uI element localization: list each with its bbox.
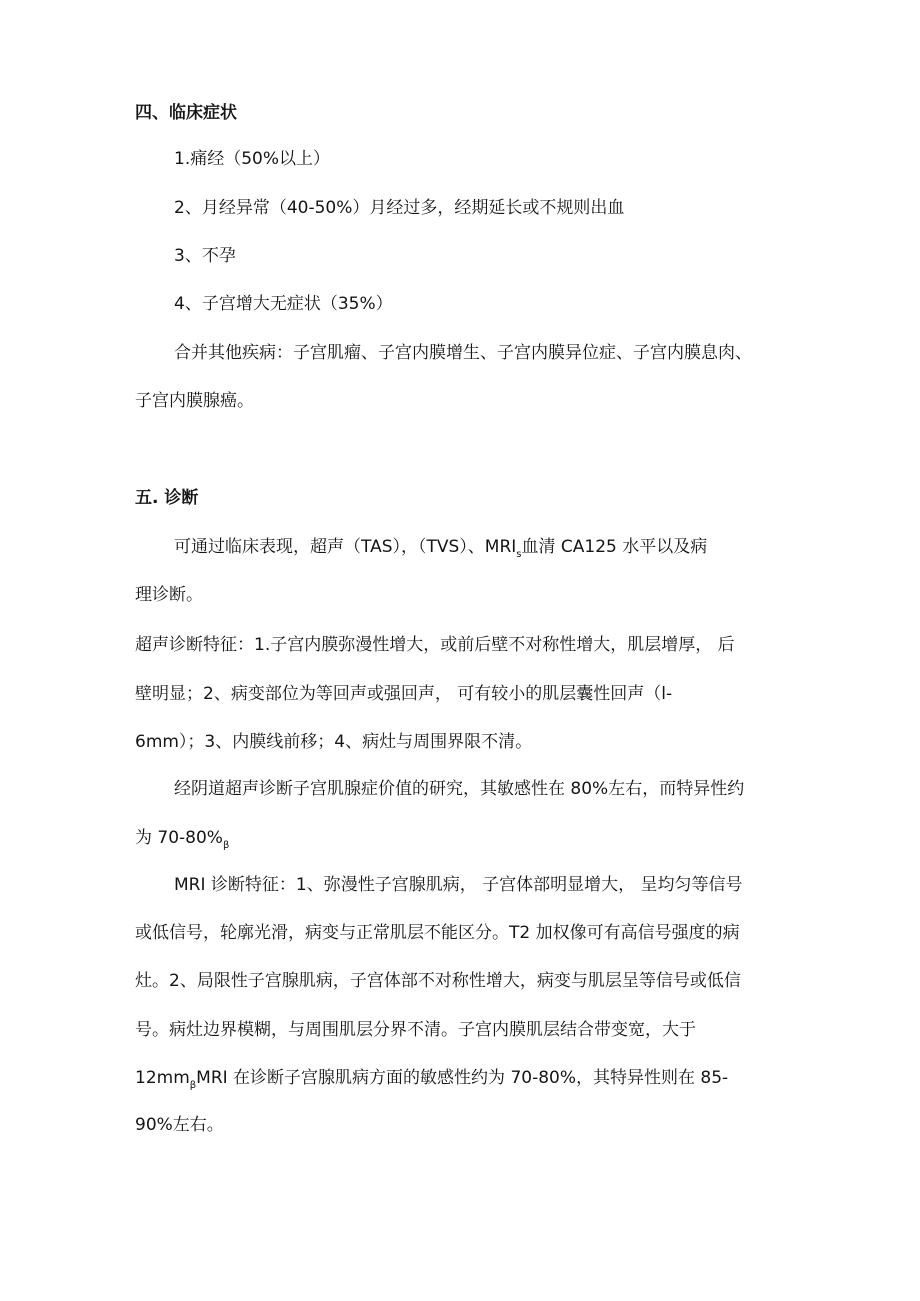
diagnosis-intro-line-1 bbox=[174, 535, 707, 562]
mri-features-line-3: 灶。2、局限性子宫腺肌病，子宫体部不对称性增大，病变与肌层呈等信号或低信 bbox=[135, 971, 741, 991]
combined-diseases-line-2: 子宫内膜腺癌。 bbox=[135, 391, 254, 411]
ultrasound-features-line-3: 6mm）；3、内膜线前移；4、病灶与周围界限不清。 bbox=[135, 732, 533, 752]
tvs-study-line-1: 经阴道超声诊断子宫肌腺症价值的研究，其敏感性在 80%左右，而特异性约 bbox=[174, 779, 745, 799]
ultrasound-features-line-1: 超声诊断特征：1.子宫内膜弥漫性增大，或前后壁不对称性增大，肌层增厚， 后 bbox=[135, 635, 735, 655]
mri-features-line-1: MRI 诊断特征：1、弥漫性子宫腺肌病， 子宫体部明显增大， 呈均匀等信号 bbox=[174, 875, 743, 895]
diagnosis-intro-line-2: 理诊断。 bbox=[135, 585, 203, 605]
mri-size-text: 12mm bbox=[135, 1068, 190, 1088]
diagnosis-intro-subscript: s bbox=[516, 549, 522, 560]
ultrasound-features-line-2: 壁明显；2、病变部位为等回声或强回声， 可有较小的肌层囊性回声（l- bbox=[135, 684, 673, 704]
symptom-item-4: 4、子宫增大无症状（35%） bbox=[174, 294, 393, 314]
section5-title: 五. 诊断 bbox=[135, 488, 199, 508]
tvs-study-line-2 bbox=[135, 826, 229, 853]
mri-size-subscript: β bbox=[189, 1080, 197, 1091]
section4-title: 四、临床症状 bbox=[135, 103, 237, 123]
diagnosis-intro-text-b: 血清 CA125 水平以及病 bbox=[521, 537, 708, 557]
symptom-item-3: 3、不孕 bbox=[174, 246, 236, 266]
diagnosis-intro-text-a: 可通过临床表现，超声（TAS），（TVS）、MRI bbox=[174, 537, 517, 557]
tvs-study-text: 为 70-80% bbox=[135, 828, 223, 848]
tvs-study-subscript: β bbox=[222, 840, 230, 851]
mri-features-line-5 bbox=[135, 1066, 728, 1093]
mri-sensitivity-text: MRI 在诊断子宫腺肌病方面的敏感性约为 70-80%，其特异性则在 85- bbox=[196, 1068, 729, 1088]
symptom-item-1: 1.痛经（50%以上） bbox=[174, 149, 331, 169]
mri-features-line-2: 或低信号，轮廓光滑，病变与正常肌层不能区分。T2 加权像可有高信号强度的病 bbox=[135, 923, 740, 943]
mri-features-line-4: 号。病灶边界模糊，与周围肌层分界不清。子宫内膜肌层结合带变宽，大于 bbox=[135, 1020, 696, 1040]
symptom-item-2: 2、月经异常（40-50%）月经过多，经期延长或不规则出血 bbox=[174, 198, 625, 218]
mri-features-line-6: 90%左右。 bbox=[135, 1115, 224, 1135]
combined-diseases-line-1: 合并其他疾病：子宫肌瘤、子宫内膜增生、子宫内膜异位症、子宫内膜息肉、 bbox=[174, 343, 752, 363]
